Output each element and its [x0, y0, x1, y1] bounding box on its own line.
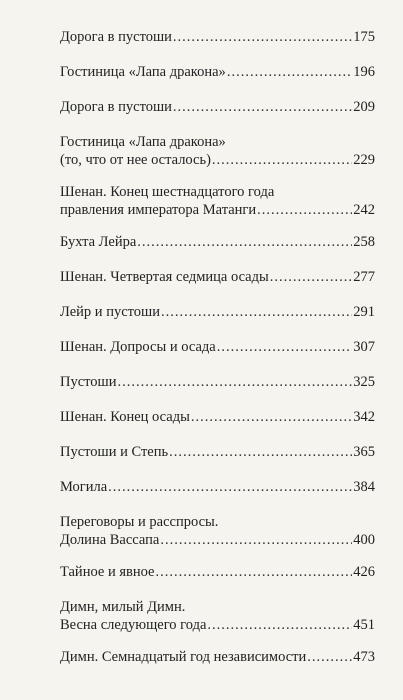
dot-leader — [137, 233, 352, 251]
toc-entry — [60, 373, 375, 391]
dot-leader — [212, 151, 352, 169]
toc-entry — [60, 133, 375, 169]
toc-entry — [60, 63, 375, 81]
toc-entry-title: Могила — [60, 479, 108, 495]
toc-entry — [60, 98, 375, 116]
toc-entry — [60, 443, 375, 461]
toc-entry-title: Гостиница «Лапа дракона» — [60, 64, 226, 80]
toc-entry — [60, 268, 375, 286]
toc-entry-title: Шенан. Конец осады — [60, 409, 190, 425]
toc-entry-page: 229 — [353, 152, 375, 168]
toc-entry-title: Шенан. Четвертая седмица осады — [60, 269, 269, 285]
toc-entry-page: 384 — [353, 479, 375, 495]
toc-entry — [60, 513, 375, 549]
dot-leader — [217, 338, 353, 356]
toc-entry-page: 365 — [353, 444, 375, 460]
dot-leader — [307, 648, 352, 666]
toc-entry-page: 291 — [353, 304, 375, 320]
toc-entry — [60, 303, 375, 321]
toc-entry — [60, 233, 375, 251]
toc-entry-title: Димн. Семнадцатый год независимости — [60, 649, 307, 665]
toc-entry — [60, 478, 375, 496]
toc-entry-page: 277 — [353, 269, 375, 285]
toc-entry-title: Дорога в пустоши — [60, 99, 172, 115]
toc-entry-page: 258 — [353, 234, 375, 250]
toc-entry-title-line1: Гостиница «Лапа дракона» — [60, 134, 226, 150]
toc-entry-page: 196 — [353, 64, 375, 80]
dot-leader — [155, 563, 352, 581]
toc-entry-page: 242 — [353, 202, 375, 218]
toc-entry-page: 307 — [353, 339, 375, 355]
toc-entry-title: Долина Вассапа — [60, 532, 160, 548]
toc-entry-page: 451 — [353, 617, 375, 633]
toc-entry — [60, 598, 375, 634]
toc-entry-page: 209 — [353, 99, 375, 115]
toc-entry — [60, 648, 375, 666]
dot-leader — [173, 98, 352, 116]
toc-entry-title: Бухта Лейра — [60, 234, 137, 250]
toc-entry-page: 175 — [353, 29, 375, 45]
toc-entry-title: Весна следующего года — [60, 617, 207, 633]
toc-entry-page: 400 — [353, 532, 375, 548]
toc-entry — [60, 338, 375, 356]
toc-entry-title: Лейр и пустоши — [60, 304, 160, 320]
toc-entry — [60, 408, 375, 426]
dot-leader — [169, 443, 352, 461]
dot-leader — [108, 478, 352, 496]
toc-entry-page: 342 — [353, 409, 375, 425]
dot-leader — [257, 201, 352, 219]
toc-entry-title: Шенан. Допросы и осада — [60, 339, 216, 355]
toc-entry-page: 426 — [353, 564, 375, 580]
toc-entry — [60, 183, 375, 219]
dot-leader — [191, 408, 352, 426]
dot-leader — [173, 28, 352, 46]
toc-entry-title: Дорога в пустоши — [60, 29, 172, 45]
toc-entry-title: Тайное и явное — [60, 564, 155, 580]
dot-leader — [227, 63, 352, 81]
toc-entry-page: 473 — [353, 649, 375, 665]
table-of-contents — [60, 28, 375, 683]
toc-entry-title-line1: Шенан. Конец шестнадцатого года — [60, 184, 275, 200]
toc-entry — [60, 563, 375, 581]
toc-entry-title: Пустоши — [60, 374, 117, 390]
toc-entry-title: Пустоши и Степь — [60, 444, 169, 460]
dot-leader — [117, 373, 352, 391]
dot-leader — [160, 531, 352, 549]
toc-entry — [60, 28, 375, 46]
dot-leader — [207, 616, 352, 634]
toc-entry-title: (то, что от нее осталось) — [60, 152, 211, 168]
toc-entry-title: правления императора Матанги — [60, 202, 257, 218]
toc-entry-title-line1: Димн, милый Димн. — [60, 599, 186, 615]
toc-entry-title-line1: Переговоры и расспросы. — [60, 514, 219, 530]
dot-leader — [161, 303, 352, 321]
toc-entry-page: 325 — [353, 374, 375, 390]
dot-leader — [270, 268, 353, 286]
